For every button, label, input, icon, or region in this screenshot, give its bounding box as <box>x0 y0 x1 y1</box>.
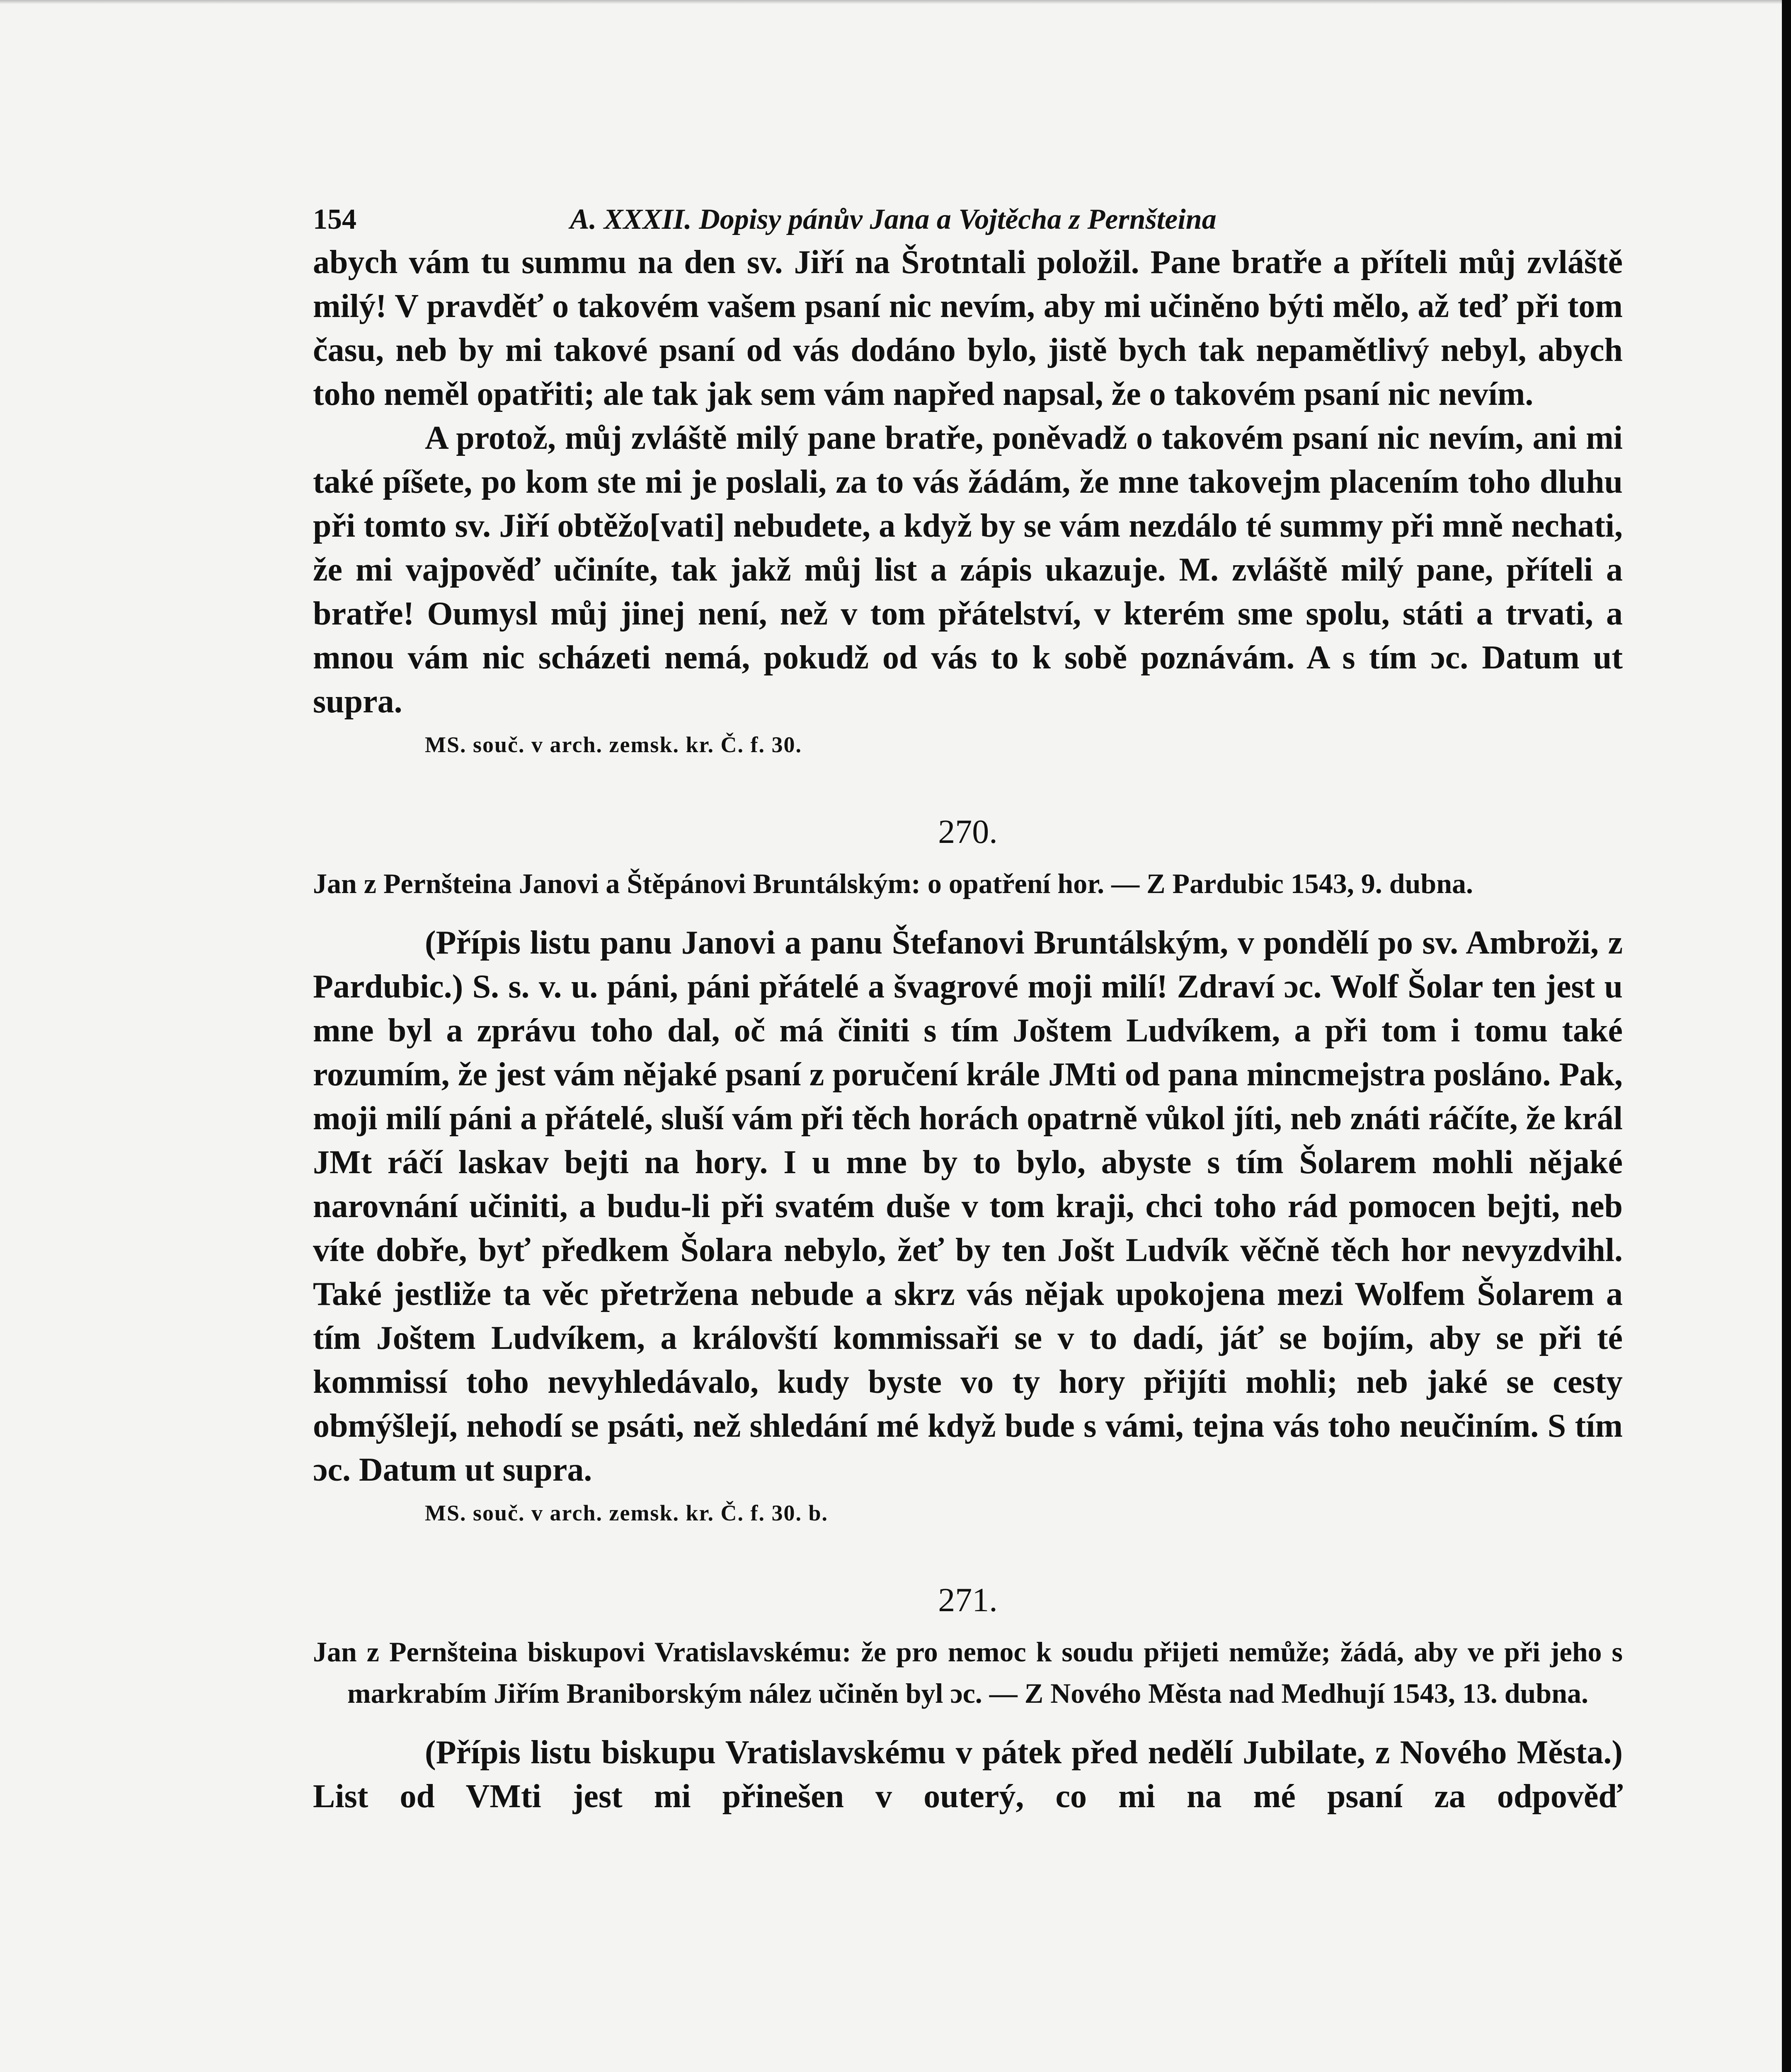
document-summary-271: Jan z Pernšteina biskupovi Vratislavskému: že pro nemoc k soudu přijeti nemůže; žádá, aby ve při jeho s markrabím Jiřím Braniborským nález učiněn byl ɔc. — Z Nového Města nad Medhují 1543, 13. dubna. <box>313 1636 1623 1709</box>
document-body-270: (Přípis listu panu Janovi a panu Štefanovi Bruntálským, v pondělí po sv. Ambroži, z Pardubic.) S. s. v. u. páni, páni přátelé a švagrové moji milí! Zdraví ɔc. Wolf Šolar ten jest u mne byl a zprávu toho dal, oč má činiti s tím Joštem Ludvíkem, a při tom i tomu také rozumím, že jest vám nějaké psaní z poručení krále JMti od pana mincmejstra posláno. Pak, moji milí páni a přátelé, sluší vám při těch horách opatrně vůkol jíti, neb znáti ráčíte, že král JMt ráčí laskav bejti na hory. I u mne by to bylo, abyste s tím Šolarem mohli nějaké narovnání učiniti, a budu-li při svatém duše v tom kraji, chci toho rád pomocen bejti, neb víte dobře, byť předkem Šolara nebylo, žeť by ten Jošt Ludvík věčně těch hor nevyzdvihl. Také jestliže ta věc přetržena nebude a skrz vás nějak upokojena mezi Wolfem Šolarem a tím Joštem Ludvíkem, a královští kommissaři se v to dadí, jáť se bojím, aby se při té kommissí toho nevyhledávalo, kudy byste vo ty hory přijíti mohli; neb jaké se cesty obmýšlejí, nehodí se psáti, než shledání mé když bude s vámi, tejna vás toho neučiním. S tím ɔc. Datum ut supra. <box>313 925 1623 1488</box>
continuation-paragraph-2: A protož, můj zvláště milý pane bratře, poněvadž o takovém psaní nic nevím, ani mi také píšete, po kom ste mi je poslali, za to vás žádám, že mne takovejm placením toho dluhu při tomto sv. Jiří obtěžo[vati] nebudete, a když by se vám nezdálo té summy při mně nechati, že mi vajpověď učiníte, tak jakž můj list a zápis ukazuje. M. zvláště milý pane, příteli a bratře! Oumysl můj jinej není, než v tom přátelství, v kterém sme spolu, státi a trvati, a mnou vám nic scházeti nemá, pokudž od vás to k sobě poznávám. A s tím ɔc. Datum ut supra. <box>313 420 1623 720</box>
document-number-270: 270. <box>938 813 998 850</box>
book-page <box>313 195 1623 1818</box>
continuation-paragraph-1: abych vám tu summu na den sv. Jiří na Šrotntali položil. Pane bratře a příteli můj zvláště milý! V pravděť o takovém vašem psaní nic nevím, aby mi učiněno býti mělo, až teď při tom času, neb by mi takové psaní od vás dodáno bylo, jistě bych tak nepamětlivý nebyl, abych toho neměl opatřiti; ale tak jak sem vám napřed napsal, že o takovém psaní nic nevím. <box>313 244 1623 412</box>
document-number-271: 271. <box>938 1581 998 1619</box>
document-summary-270: Jan z Pernšteina Janovi a Štěpánovi Bruntálským: o opatření hor. — Z Pardubic 1543, 9. dubna. <box>313 868 1474 899</box>
page-number: 154 <box>313 203 356 235</box>
page-header <box>313 195 1623 240</box>
scan-edge-right <box>1782 0 1791 2072</box>
scan-edge-top <box>0 0 1791 4</box>
source-note-270: MS. souč. v arch. zemsk. kr. Č. f. 30. b. <box>425 1501 829 1525</box>
source-note-269: MS. souč. v arch. zemsk. kr. Č. f. 30. <box>425 732 802 757</box>
document-body-271: (Přípis listu biskupu Vratislavskému v pátek před nedělí Jubilate, z Nového Města.) List od VMti jest mi přinešen v outerý, co mi na mé psaní za odpověď <box>313 1734 1623 1815</box>
running-title: A. XXXII. Dopisy pánův Jana a Vojtěcha z Pernšteina <box>570 203 1217 235</box>
